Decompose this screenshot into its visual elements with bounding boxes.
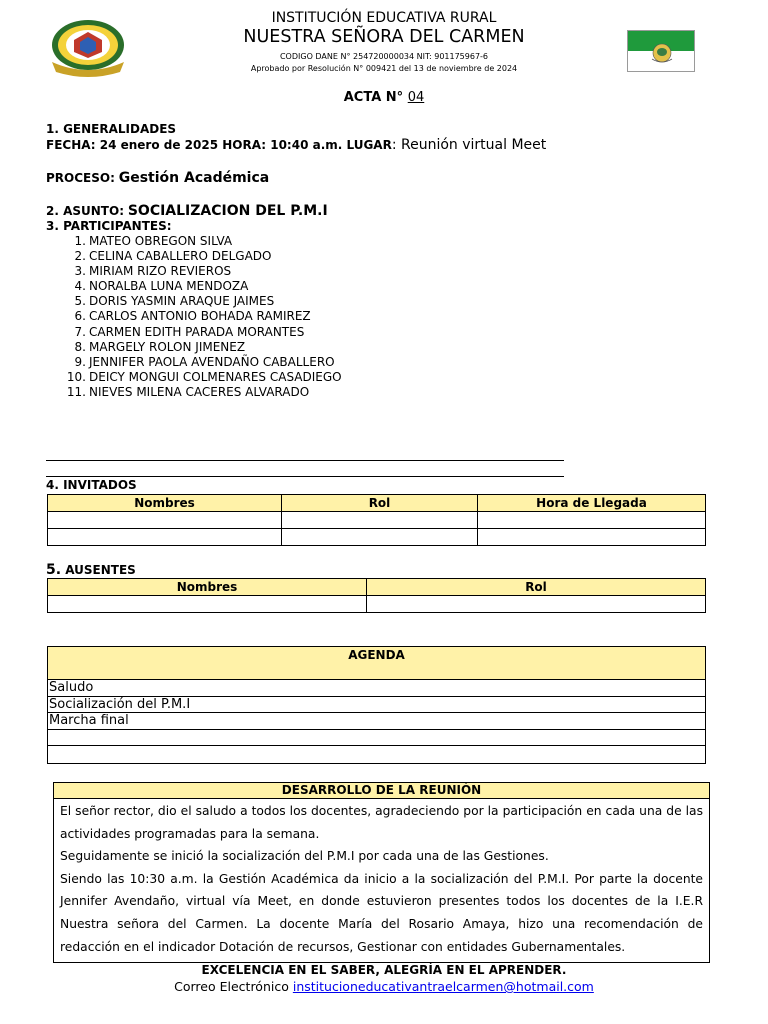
agenda-item	[48, 730, 705, 747]
asunto-label: 2. ASUNTO:	[46, 204, 124, 218]
proceso-line	[46, 170, 269, 186]
desarrollo-paragraph: El señor rector, dio el saludo a todos los docentes, agradeciendo por la participación en cada una de las actividades programadas para la semana.	[60, 804, 703, 841]
participantes-heading: 3. PARTICIPANTES:	[46, 219, 172, 233]
list-item: 4. NORALBA LUNA MENDOZA	[74, 279, 249, 294]
list-item: 3. MIRIAM RIZO REVIEROS	[74, 264, 232, 279]
agenda-heading: AGENDA	[48, 647, 705, 680]
divider-line	[46, 476, 564, 477]
agenda-item	[48, 746, 705, 763]
acta-label: ACTA N°	[343, 90, 404, 105]
table-cell[interactable]	[48, 596, 367, 613]
list-item: 1. MATEO OBREGON SILVA	[74, 234, 233, 248]
list-item: 2. CELINA CABALLERO DELGADO	[74, 249, 272, 264]
table-cell[interactable]	[282, 512, 478, 529]
agenda-item: Marcha final	[48, 713, 705, 730]
ausentes-number: 5.	[46, 562, 62, 578]
desarrollo-body	[54, 799, 709, 962]
invitados-table	[47, 494, 706, 546]
agenda-table	[47, 646, 706, 764]
invitados-heading: 4. INVITADOS	[46, 478, 137, 492]
list-item: 11. NIEVES MILENA CACERES ALVARADO	[66, 384, 310, 399]
desarrollo-box	[53, 782, 710, 963]
acta-number: 04	[407, 90, 425, 105]
footer-motto: EXCELENCIA EN EL SABER, ALEGRÍA EN EL APRENDER.	[201, 963, 567, 977]
ausentes-label: AUSENTES	[61, 563, 136, 577]
participants-list	[46, 234, 342, 400]
column-header: Rol	[282, 495, 478, 512]
table-row	[48, 596, 706, 613]
table-cell[interactable]	[48, 529, 282, 546]
table-cell[interactable]	[478, 529, 706, 546]
list-item: 8. MARGELY ROLON JIMENEZ	[74, 339, 246, 354]
column-header: Nombres	[48, 579, 367, 596]
asunto-value: SOCIALIZACION DEL P.M.I	[127, 203, 328, 219]
fecha-label: FECHA: 24 enero de 2025 HORA: 10:40 a.m. LUGAR	[46, 138, 392, 152]
ausentes-table	[47, 578, 706, 613]
asunto-line	[46, 203, 328, 219]
institution-codes: CODIGO DANE N° 254720000034 NIT: 901175967-6	[279, 52, 489, 61]
column-header: Rol	[367, 579, 706, 596]
proceso-label: PROCESO:	[46, 171, 115, 185]
table-cell[interactable]	[478, 512, 706, 529]
list-item: 6. CARLOS ANTONIO BOHADA RAMIREZ	[74, 309, 311, 324]
footer-contact	[0, 979, 768, 994]
fecha-line	[46, 137, 546, 153]
agenda-item: Socialización del P.M.I	[48, 697, 705, 714]
ausentes-heading	[46, 562, 136, 578]
acta-title	[0, 90, 768, 105]
agenda-item: Saludo	[48, 680, 705, 697]
institution-approval: Aprobado por Resolución N° 009421 del 13 de noviembre de 2024	[250, 64, 518, 73]
generalidades-heading: 1. GENERALIDADES	[46, 122, 177, 136]
table-cell[interactable]	[282, 529, 478, 546]
institution-name: NUESTRA SEÑORA DEL CARMEN	[243, 27, 525, 47]
lugar-value: : Reunión virtual Meet	[391, 137, 547, 153]
table-cell[interactable]	[48, 512, 282, 529]
list-item: 10. DEICY MONGUI COLMENARES CASADIEGO	[66, 369, 342, 384]
list-item: 9. JENNIFER PAOLA AVENDAÑO CABALLERO	[74, 354, 335, 369]
mail-label: Correo Electrónico	[174, 979, 293, 994]
table-cell[interactable]	[367, 596, 706, 613]
table-row	[48, 512, 706, 529]
column-header: Hora de Llegada	[478, 495, 706, 512]
list-item: 7. CARMEN EDITH PARADA MORANTES	[74, 324, 305, 339]
proceso-value: Gestión Académica	[118, 170, 270, 186]
institution-line: INSTITUCIÓN EDUCATIVA RURAL	[271, 10, 497, 26]
desarrollo-paragraph: Seguidamente se inició la socialización del P.M.I por cada una de las Gestiones.	[60, 849, 549, 864]
list-item: 5. DORIS YASMIN ARAQUE JAIMES	[74, 294, 275, 309]
divider-line	[46, 460, 564, 461]
email-link[interactable]: institucioneducativantraelcarmen@hotmail.com	[292, 979, 594, 994]
desarrollo-heading: DESARROLLO DE LA REUNIÓN	[54, 783, 709, 799]
table-row	[48, 529, 706, 546]
desarrollo-paragraph: Siendo las 10:30 a.m. la Gestión Académica da inicio a la socialización del P.M.I. Por parte la docente Jennifer Avendaño, virtual vía Meet, en donde estuvieron presentes todos los docentes de la I.E.R Nuestra señora del Carmen. La docente María del Rosario Amaya, hizo una recomendación de redacción en el indicador Dotación de recursos, Gestionar con entidades Gubernamentales.	[60, 871, 703, 954]
column-header: Nombres	[48, 495, 282, 512]
